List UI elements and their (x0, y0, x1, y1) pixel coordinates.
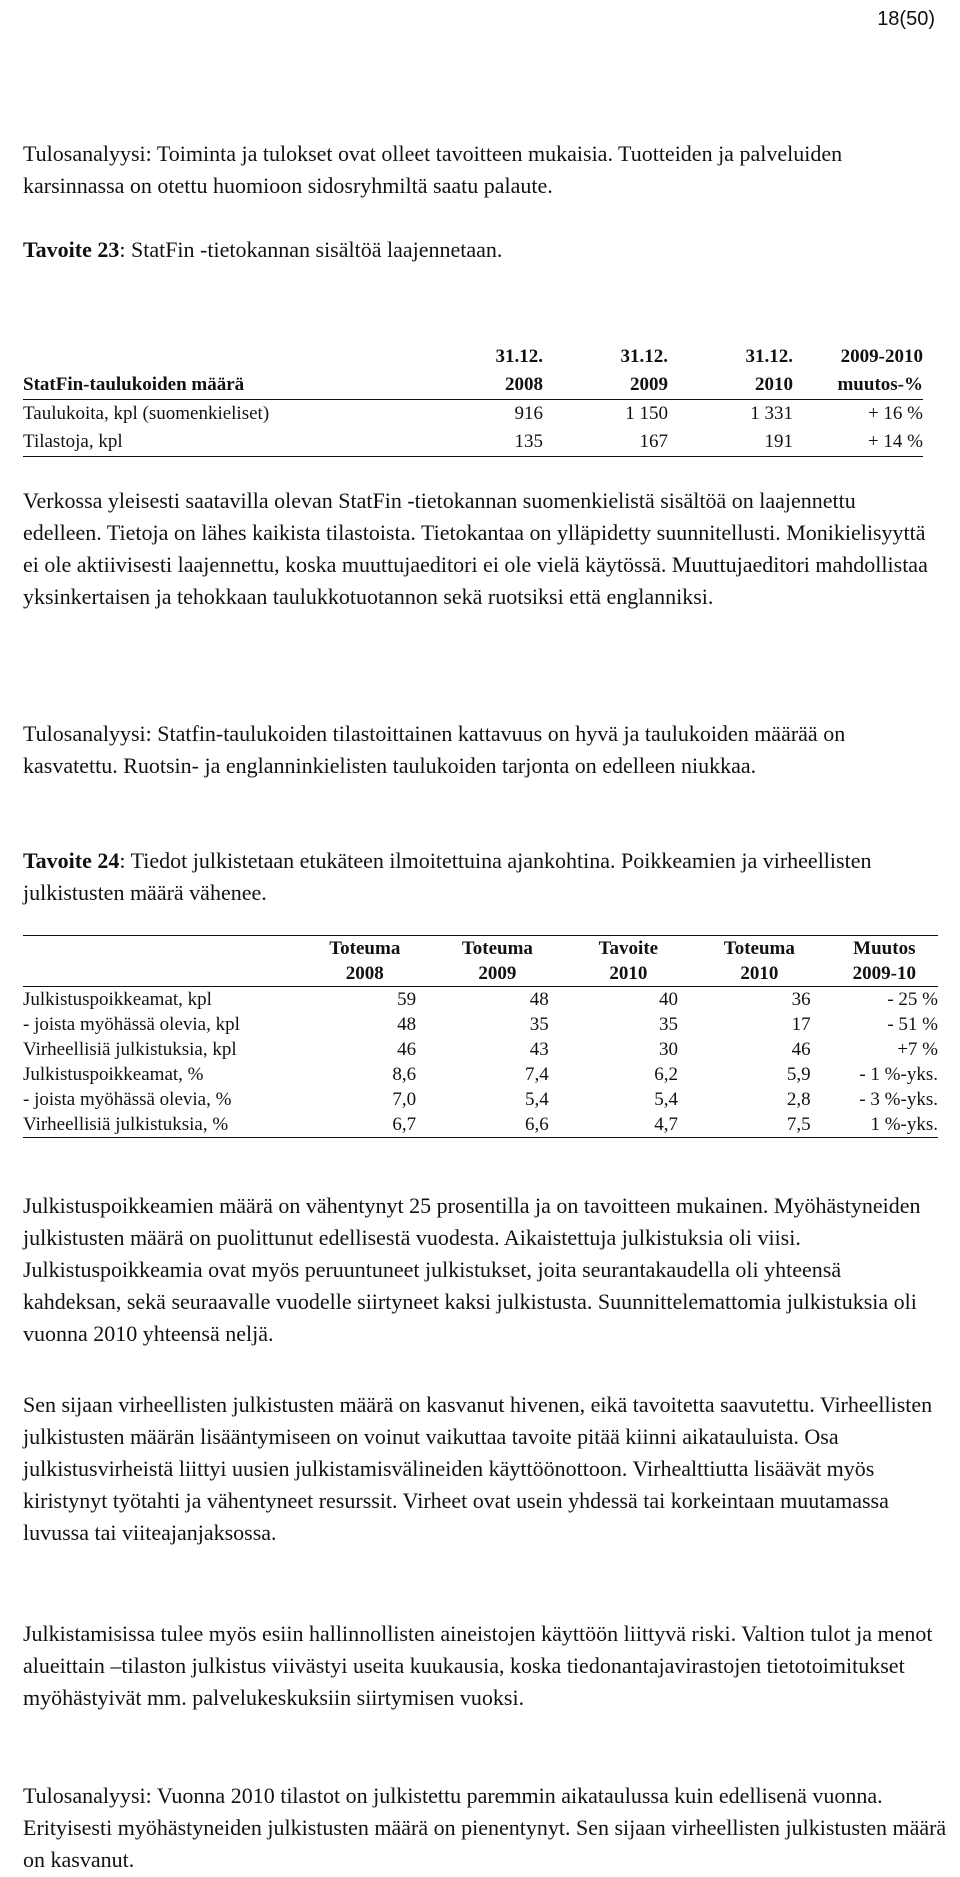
goal-24-label: Tavoite 24 (23, 848, 120, 873)
table-cell: Virheellisiä julkistuksia, % (23, 1112, 283, 1138)
analysis-paragraph-3: Tulosanalyysi: Vuonna 2010 tilastot on julkistettu paremmin aikataulussa kuin edellisenä vuonna. Erityisesti myöhästyneiden julkistusten määrä on pienentynyt. Sen sijaan virheellisten julkistusten määrä on kasvanut. (23, 1783, 947, 1872)
table-row (23, 428, 923, 457)
table-row (23, 1087, 938, 1112)
table-row (23, 1062, 938, 1087)
goal-24-heading (23, 845, 938, 909)
table-row (23, 987, 938, 1013)
table-cell: 35 (659, 1014, 679, 1035)
table-cell: 40 (659, 989, 679, 1010)
table-header-cell: 2009-2010 (840, 346, 923, 367)
errors-paragraph: Sen sijaan virheellisten julkistusten määrä on kasvanut hivenen, eikä tavoitetta saavutettu. Virheellisten julkistusten määrän lisääntymiseen on voinut vaikuttaa tavoite pitää kiinni aikatauluista. Osa julkistusvirheistä liittyi uusien julkistamisvälineiden käyttöönottoon. Virhealttiutta lisäävät myös kiristynyt työtahti ja vähentyneet resurssit. Virheet ovat usein yhdessä tai korkeintaan muutamassa luvussa tai viiteajanjaksossa. (23, 1392, 933, 1545)
table-cell: 46 (791, 1039, 811, 1060)
table-cell: - 51 % (887, 1014, 938, 1035)
table-row (23, 400, 923, 429)
table-header-cell: Tavoite (549, 936, 678, 962)
table-cell: - 3 %-yks. (859, 1089, 938, 1110)
table-header-cell: Toteuma (283, 936, 416, 962)
table-cell: 8,6 (392, 1064, 417, 1085)
table-cell: - joista myöhässä olevia, kpl (23, 1014, 240, 1035)
analysis-paragraph-2: Tulosanalyysi: Statfin-taulukoiden tilastoittainen kattavuus on hyvä ja taulukoiden määrää on kasvatettu. Ruotsin- ja englanninkielisten taulukoiden tarjonta on edelleen niukkaa. (23, 721, 846, 778)
table-cell: Tilastoja, kpl (23, 428, 419, 457)
publication-table (23, 935, 938, 1138)
table-cell: 43 (529, 1039, 549, 1060)
table-cell: 191 (668, 428, 793, 457)
table-header-cell: 2009-10 (811, 961, 938, 987)
table-header-cell (23, 343, 419, 371)
table-cell: Virheellisiä julkistuksia, kpl (23, 1039, 237, 1060)
table-cell: 59 (397, 989, 417, 1010)
table-header-cell: 2010 (678, 961, 811, 987)
table-cell: 5,9 (786, 1064, 811, 1085)
table-header-row (23, 343, 923, 371)
table-header-cell: 31.12. (495, 346, 543, 367)
table-cell: Taulukoita, kpl (suomenkieliset) (23, 403, 270, 424)
table-cell: 2,8 (786, 1089, 811, 1110)
statfin-paragraph: Verkossa yleisesti saatavilla olevan StatFin -tietokannan suomenkielistä sisältöä on laajennettu edelleen. Tietoja on lähes kaikista tilastoista. Tietokantaa on ylläpidetty suunnitellusti. Monikielisyyttä ei ole aktiivisesti laajennettu, koska muuttujaeditori ei ole vielä käytössä. Muuttujaeditori mahdollistaa yksinkertaisen ja tehokkaan taulukkotuotannon sekä ruotsiksi että englanniksi. (23, 488, 928, 609)
table-row (23, 1012, 938, 1037)
table-cell: 5,4 (524, 1089, 549, 1110)
statfin-table (23, 343, 923, 457)
goal-23-text: : StatFin -tietokannan sisältöä laajennetaan. (119, 237, 503, 262)
table-header-cell (23, 961, 283, 987)
table-header-cell: Toteuma (678, 936, 811, 962)
table-cell: 135 (419, 428, 543, 457)
table-cell: 30 (659, 1039, 679, 1060)
table-cell: 6,7 (283, 1112, 416, 1138)
table-header-cell: StatFin-taulukoiden määrä (23, 371, 419, 400)
table-header-cell: Muutos (811, 936, 938, 962)
table-header-cell: 31.12. (620, 346, 668, 367)
table-header-cell: 2008 (283, 961, 416, 987)
analysis-paragraph-1: Tulosanalyysi: Toiminta ja tulokset ovat olleet tavoitteen mukaisia. Tuotteiden ja palveluiden karsinnassa on otettu huomioon sidosryhmiltä saatu palaute. (23, 141, 843, 198)
table-header-row (23, 961, 938, 987)
table-cell: 916 (514, 403, 543, 424)
table-cell: 48 (529, 989, 549, 1010)
table-cell: 1 150 (625, 403, 668, 424)
table-cell: 17 (791, 1014, 811, 1035)
table-header-row (23, 936, 938, 962)
table-cell: - 1 %-yks. (859, 1064, 938, 1085)
goal-23-heading (23, 234, 938, 266)
table-row (23, 1112, 938, 1138)
table-cell: 35 (529, 1014, 549, 1035)
table-cell: 46 (397, 1039, 417, 1060)
table-header-cell (23, 936, 283, 962)
table-header-cell: 31.12. (745, 346, 793, 367)
goal-24-text: : Tiedot julkistetaan etukäteen ilmoitettuina ajankohtina. Poikkeamien ja virheellisten julkistusten määrä vähenee. (23, 848, 872, 905)
table-cell: +7 % (897, 1039, 938, 1060)
table-cell: + 14 % (793, 428, 923, 457)
table-header-cell: muutos-% (793, 371, 923, 400)
page-number: 18(50) (877, 8, 935, 30)
table-header-cell: 2009 (543, 371, 668, 400)
table-cell: + 16 % (867, 403, 923, 424)
table-header-row (23, 371, 923, 400)
table-header-cell: 2008 (419, 371, 543, 400)
table-cell: 167 (543, 428, 668, 457)
admin-data-paragraph: Julkistamisissa tulee myös esiin hallinnollisten aineistojen käyttöön liittyvä riski. Valtion tulot ja menot alueittain –tilaston julkistus viivästyi useita kuukausia, koska tiedonantajavirastojen tietotoimitukset myöhästyivät mm. palvelukeskuksiin siirtymisen vuoksi. (23, 1621, 933, 1710)
table-cell: - 25 % (887, 989, 938, 1010)
table-header-cell: 2010 (549, 961, 678, 987)
table-cell: - joista myöhässä olevia, % (23, 1089, 232, 1110)
table-cell: 5,4 (654, 1089, 679, 1110)
table-cell: 6,6 (416, 1112, 549, 1138)
table-cell: 36 (791, 989, 811, 1010)
table-header-cell: 2010 (668, 371, 793, 400)
table-cell: 7,4 (524, 1064, 549, 1085)
table-cell: Julkistuspoikkeamat, % (23, 1064, 204, 1085)
table-cell: 4,7 (549, 1112, 678, 1138)
table-cell: 7,0 (392, 1089, 417, 1110)
goal-23-label: Tavoite 23 (23, 237, 120, 262)
table-cell: 1 331 (750, 403, 793, 424)
table-header-cell: Toteuma (416, 936, 549, 962)
table-row (23, 1037, 938, 1062)
table-cell: 48 (397, 1014, 417, 1035)
deviations-paragraph: Julkistuspoikkeamien määrä on vähentynyt 25 prosentilla ja on tavoitteen mukainen. Myöhästyneiden julkistusten määrä on puolittunut edellisestä vuodesta. Aikaistettuja julkistuksia oli viisi. Julkistuspoikkeamia ovat myös peruuntuneet julkistukset, joita seurantakaudella oli yhteensä kahdeksan, sekä seuraavalle vuodelle siirtyneet kaksi julkistusta. Suunnittelemattomia julkistuksia oli vuonna 2010 yhteensä neljä. (23, 1193, 921, 1346)
table-cell: 1 %-yks. (811, 1112, 938, 1138)
table-cell: 7,5 (678, 1112, 811, 1138)
table-cell: Julkistuspoikkeamat, kpl (23, 989, 212, 1010)
table-cell: 6,2 (654, 1064, 679, 1085)
table-header-cell: 2009 (416, 961, 549, 987)
